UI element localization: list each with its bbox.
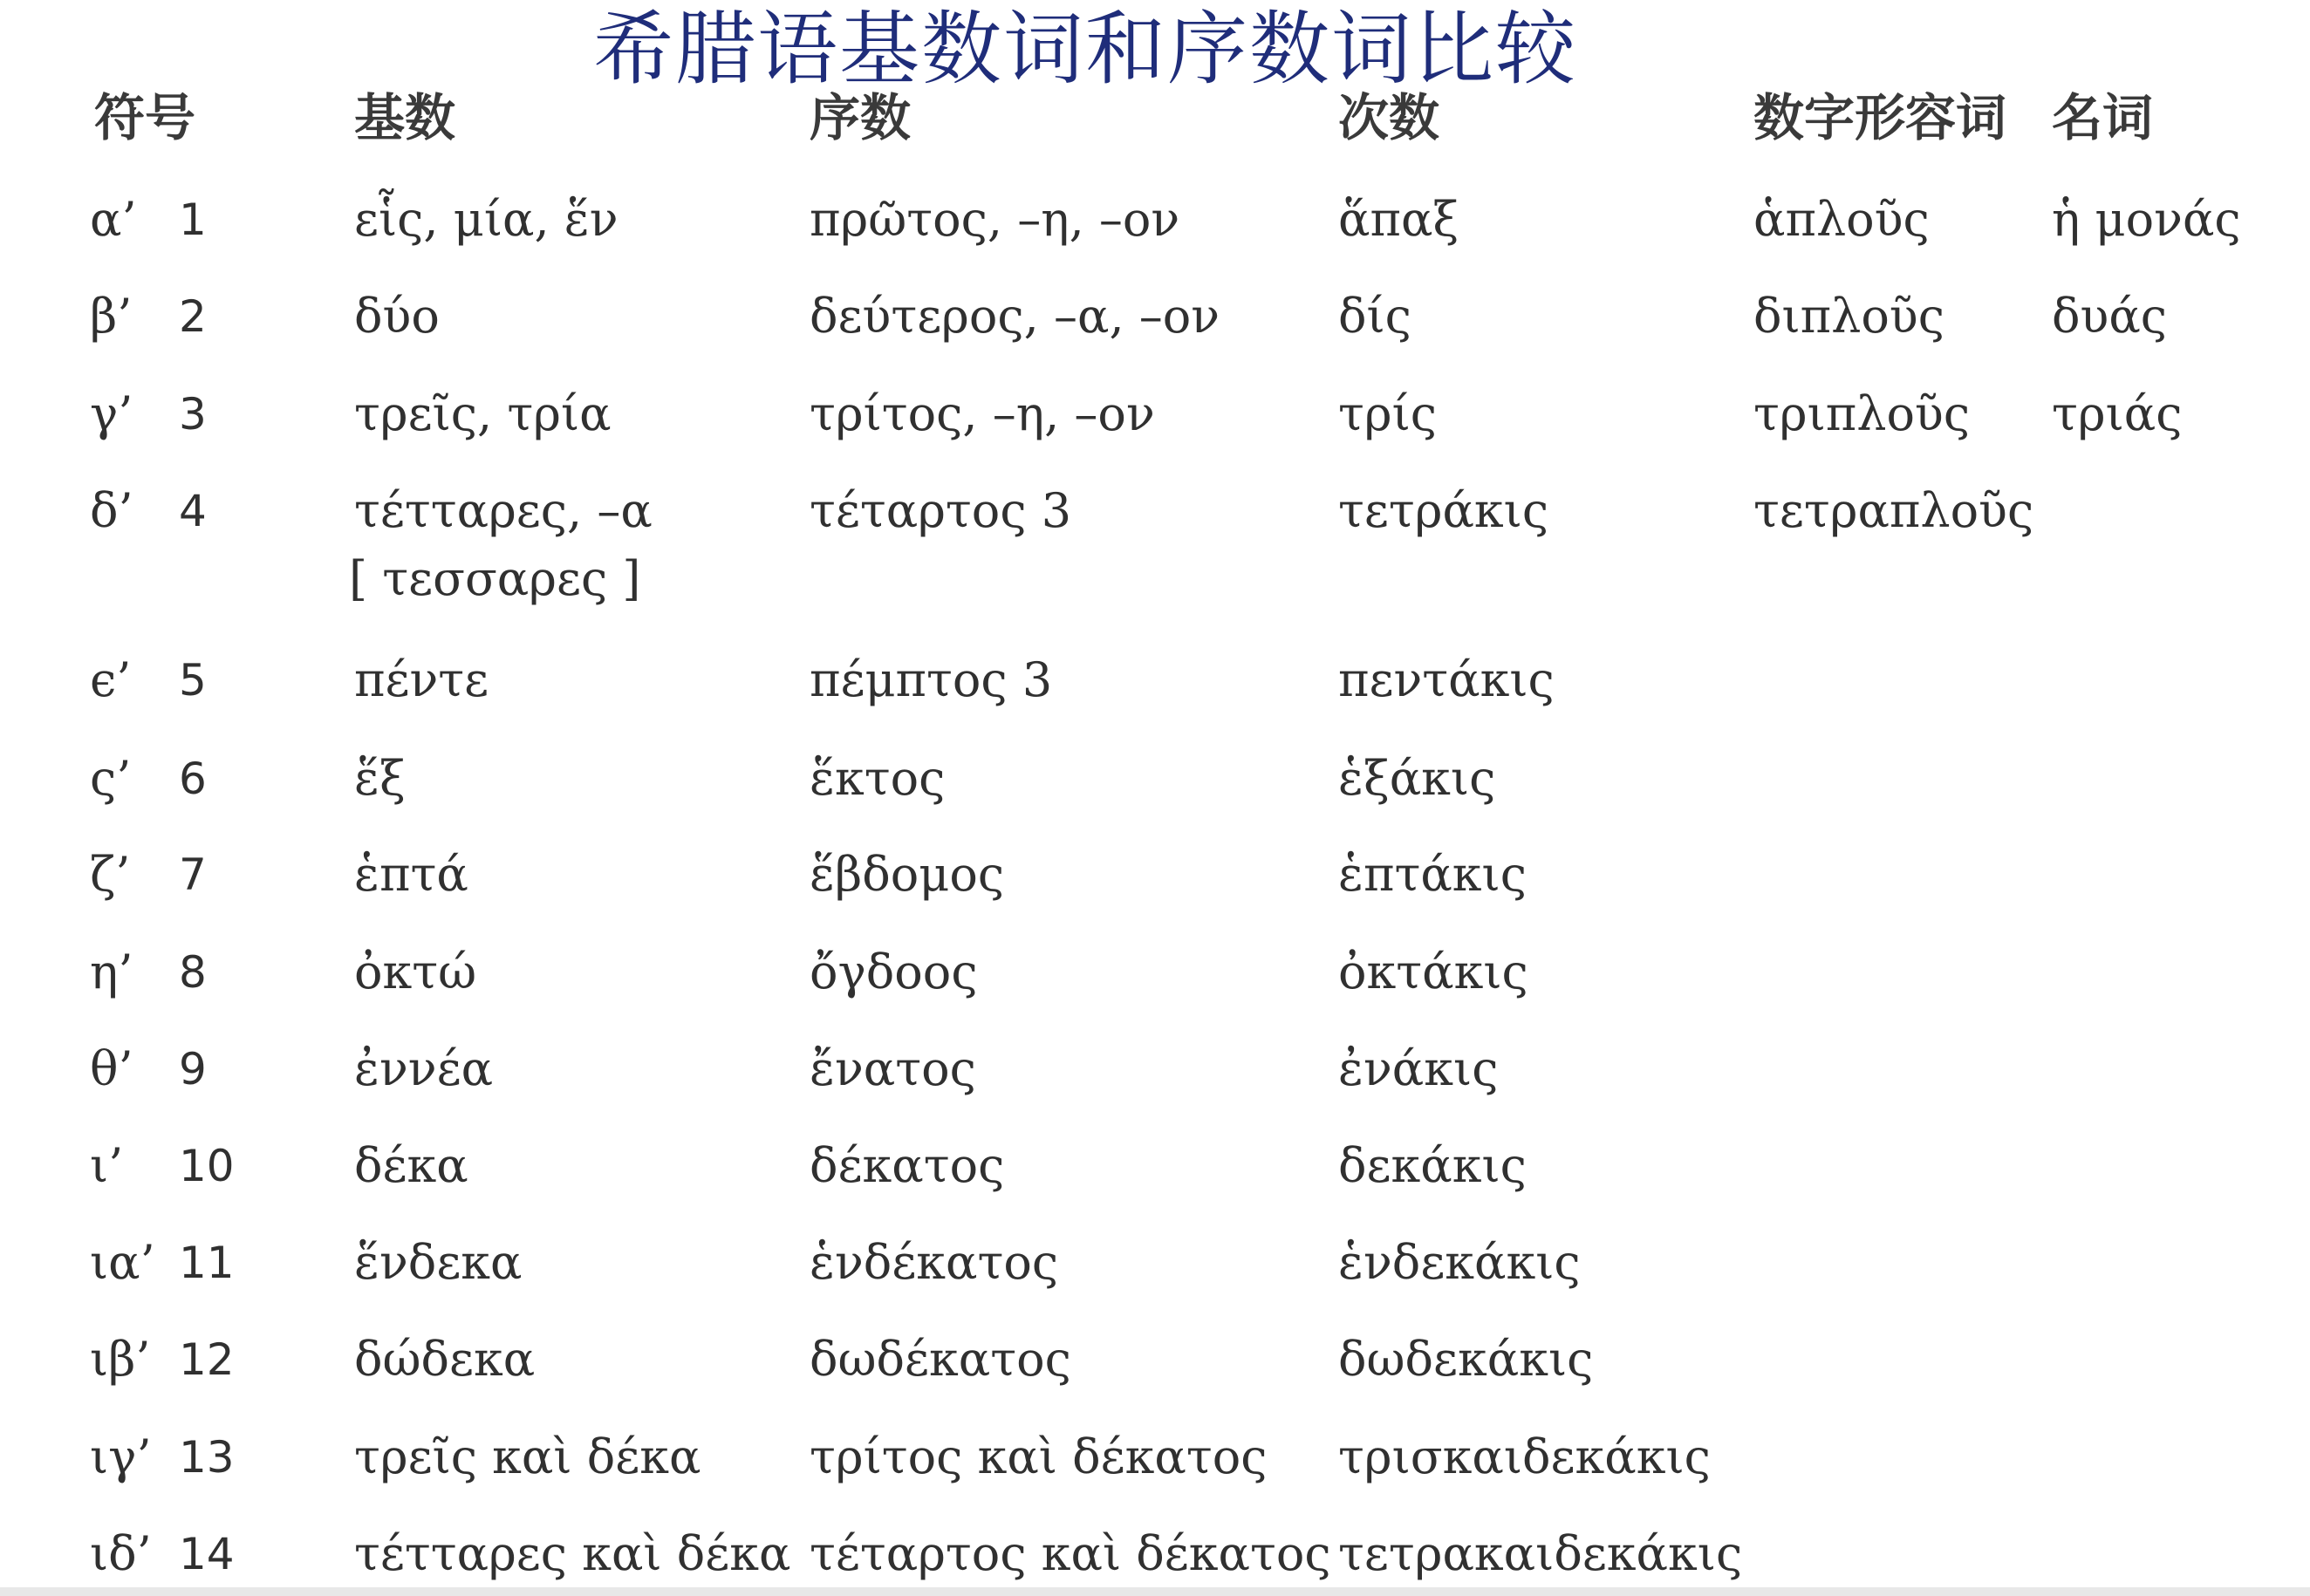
header-cardinal: 基数 [354,88,456,147]
row-times: δίς [1338,289,1411,344]
row-symbol: ιδ’ [90,1526,152,1581]
row-number: 10 [179,1141,235,1191]
row-cardinal: εἷς, μία, ἕν [354,192,619,247]
page-title: 希腊语基数词和序数词比较 [592,3,1577,96]
row-number: 2 [179,291,207,342]
row-symbol: δ’ [90,483,133,538]
row-symbol: ι’ [90,1138,124,1193]
header-times: 次数 [1338,88,1440,147]
row-ordinal: ὄγδοος [810,945,978,999]
row-ordinal: τρίτος καὶ δέκατος [810,1429,1268,1484]
row-symbol: ς’ [90,751,132,806]
row-number: 7 [179,849,207,900]
row-symbol: α’ [90,192,137,247]
row-cardinal: τρεῖς, τρία [354,386,612,441]
row-ordinal: πρῶτος, –η, –ον [810,192,1180,247]
row-ordinal: δέκατος [810,1138,1005,1193]
row-cardinal: ἕνδεκα [354,1235,523,1290]
row-number: 1 [179,194,207,245]
row-noun: ἡ μονάς [2052,192,2241,247]
bottom-divider [0,1587,2310,1596]
row-ordinal: δεύτερος, –α, –ον [810,289,1220,344]
row-times: δεκάκις [1338,1138,1527,1193]
row-symbol: ϵ’ [90,652,132,707]
row-adjective: τριπλοῦς [1753,386,1971,441]
row-number: 3 [179,389,207,440]
row-times: τρίς [1338,386,1438,441]
row-ordinal: ἑνδέκατος [810,1235,1059,1290]
row-adjective: ἁπλοῦς [1753,192,1930,247]
row-cardinal: τρεῖς καὶ δέκα [354,1429,701,1484]
row-cardinal: τέτταρες καὶ δέκα [354,1526,791,1581]
row-cardinal: ἐννέα [354,1041,494,1096]
row-number: 14 [179,1529,235,1579]
row-cardinal: δύο [354,289,440,344]
row-number: 12 [179,1334,235,1385]
row-times: ἑξάκις [1338,751,1496,806]
row-cardinal: ἑπτά [354,847,468,902]
row-number: 5 [179,655,207,706]
row-ordinal: ἕκτος [810,751,946,806]
row-noun: τριάς [2052,386,2183,441]
row-times: ἑπτάκις [1338,847,1527,902]
row-adjective: τετραπλοῦς [1753,483,2034,538]
row-number: 6 [179,754,207,804]
row-symbol: η’ [90,945,133,999]
row-symbol: γ’ [90,386,133,441]
row-number: 11 [179,1238,235,1288]
row-ordinal: τέταρτος καὶ δέκατος [810,1526,1331,1581]
row-ordinal: πέμπτος 3 [810,652,1053,707]
row-times: τετράκις [1338,483,1549,538]
row-cardinal-alternate: [ τεσσαρες ] [349,551,641,606]
header-noun: 名词 [2052,88,2154,147]
row-times: ὀκτάκις [1338,945,1528,999]
row-symbol: ιγ’ [90,1429,152,1484]
row-cardinal: πέντε [354,652,489,707]
row-ordinal: τέταρτος 3 [810,483,1072,538]
row-times: πεντάκις [1338,652,1555,707]
row-cardinal: δώδεκα [354,1332,536,1387]
row-noun: δυάς [2052,289,2168,344]
row-ordinal: τρίτος, –η, –ον [810,386,1155,441]
row-ordinal: ἔνατος [810,1041,976,1096]
row-times: ἑνδεκάκις [1338,1235,1581,1290]
row-symbol: ζ’ [90,847,131,902]
row-times: τρισκαιδεκάκις [1338,1429,1711,1484]
row-ordinal: δωδέκατος [810,1332,1071,1387]
row-times: ἅπαξ [1338,192,1459,247]
row-symbol: θ’ [90,1041,133,1096]
header-ordinal: 序数 [810,88,912,147]
header-symbol: 符号 [94,88,196,147]
row-times: δωδεκάκις [1338,1332,1594,1387]
row-times: ἐνάκις [1338,1041,1499,1096]
row-number: 9 [179,1044,207,1095]
row-cardinal: δέκα [354,1138,468,1193]
row-symbol: β’ [90,289,133,344]
row-cardinal: τέτταρες, –α [354,483,653,538]
row-symbol: ιβ’ [90,1332,151,1387]
header-numeral-adjective: 数字形容词 [1753,88,2007,147]
row-cardinal: ὀκτώ [354,945,477,999]
row-number: 8 [179,947,207,998]
row-symbol: ια’ [90,1235,155,1290]
row-number: 4 [179,486,207,536]
row-number: 13 [179,1432,235,1483]
row-cardinal: ἕξ [354,751,406,806]
row-times: τετρακαιδεκάκις [1338,1526,1743,1581]
row-adjective: διπλοῦς [1753,289,1944,344]
row-ordinal: ἕβδομος [810,847,1005,902]
